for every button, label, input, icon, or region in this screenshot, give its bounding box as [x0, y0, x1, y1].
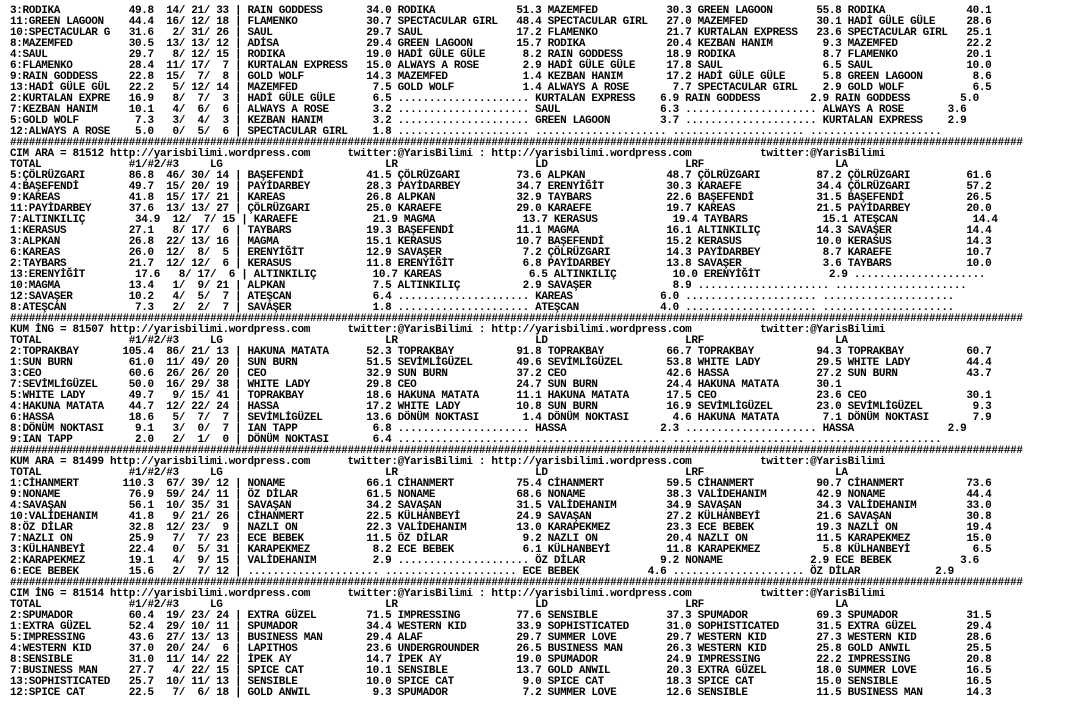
data-row: 5:WHITE LADY 49.7 9/ 15/ 41 | TOPRAKBAY 18.6 HAKUNA MATATA 11.1 HAKUNA MATATA 17.5 CEO 23.6 CEO 30.1: [10, 390, 992, 402]
data-row: 9:NONAME 76.9 59/ 24/ 11 | ÖZ DİLAR 61.5 NONAME 68.6 NONAME 38.3 VALİDEHANIM 42.9 NONAME 44.4: [10, 489, 992, 501]
section-separator: ##################################################################################################################################################################: [10, 445, 1023, 457]
data-row: 6:FLAMENKO 28.4 11/ 17/ 7 | KURTALAN EXPRESS 15.0 ALWAYS A ROSE 2.9 HADİ GÜLE GÜLE 17.8 SAUL 6.5 SAUL 10.0: [10, 60, 992, 72]
data-row: 9:IAN TAPP 2.0 2/ 1/ 0 | DÖNÜM NOKTASI 6.4 ..................... ..................... ..................... .....................: [10, 434, 942, 446]
data-row: 9:KAREAS 41.8 15/ 17/ 21 | KAREAS 26.8 ALPKAN 32.9 TAYBARS 22.6 BAŞEFENDİ 31.5 BAŞEFENDİ 26.5: [10, 192, 992, 204]
data-row: 10:VALİDEHANIM 41.8 9/ 21/ 26 | CİHANMERT 22.5 KÜLHANBEYİ 24.9 SAVAŞAN 27.2 KÜLHANBEYİ 21.6 SAVAŞAN 30.8: [10, 511, 992, 523]
data-row: 7:KEZBAN HANIM 10.1 4/ 6/ 6 | ALWAYS A ROSE 3.2 ..................... SAUL 6.3 ..................... ALWAYS A ROSE 3.6: [10, 104, 967, 116]
data-row: 5:ÇÖLRÜZGARI 86.8 46/ 30/ 14 | BAŞEFENDİ 41.5 ÇÖLRÜZGARI 73.6 ALPKAN 48.7 ÇÖLRÜZGARI 87.2 ÇÖLRÜZGARI 61.6: [10, 170, 992, 182]
data-row: 2:KARAPEKMEZ 19.1 4/ 9/ 15 | VALİDEHANIM 2.9 ..................... ÖZ DİLAR 9.2 NONAME 2.9 ECE BEBEK 3.6: [10, 555, 979, 567]
race-header: KUM ARA = 81499 http://yarisbilimi.wordpress.com twitter:@YarisBilimi : http://yarisbilimi.wordpress.com twitter:@YarisBilimi: [10, 456, 886, 468]
data-row: 3:RODIKA 49.8 14/ 21/ 33 | RAIN GODDESS 34.0 RODIKA 51.3 MAZEMFED 30.3 GREEN LAGOON 55.8 RODIKA 40.1: [10, 5, 992, 17]
data-row: 8:ÖZ DİLAR 32.8 12/ 23/ 9 | NAZLI ON 22.3 VALİDEHANIM 13.0 KARAPEKMEZ 23.3 ECE BEBEK 19.3 NAZLI ON 19.4: [10, 522, 992, 534]
column-header-row: TOTAL #1/#2/#3 LG LR LD LRF LA: [10, 159, 848, 171]
data-row: 1:EXTRA GÜZEL 52.4 29/ 10/ 11 | SPUMADOR 34.4 WESTERN KID 33.9 SOPHISTICATED 31.0 SOPHISTICATED 31.5 EXTRA GÜZEL 29.4: [10, 621, 992, 633]
data-row: 4:HAKUNA MATATA 44.7 12/ 22/ 24 | HASSA 17.2 WHITE LADY 10.8 SUN BURN 16.9 SEVİMLİGÜZEL 23.0 SEVİMLİGÜZEL 9.3: [10, 401, 992, 413]
data-row: 11:PAYİDARBEY 37.6 13/ 13/ 27 | ÇÖLRÜZGARI 25.0 KARAEFE 29.0 KARAEFE 19.7 KAREAS 21.5 PAYİDARBEY 20.0: [10, 203, 992, 215]
data-row: 13:ERENYİĞİT 17.6 8/ 17/ 6 | ALTINKILIÇ 10.7 KAREAS 6.5 ALTINKILIÇ 10.0 ERENYİĞİT 2.9 .....................: [10, 269, 986, 281]
data-row: 2:TOPRAKBAY 105.4 86/ 21/ 13 | HAKUNA MATATA 52.3 TOPRAKBAY 91.8 TOPRAKBAY 66.7 TOPRAKBAY 94.3 TOPRAKBAY 60.7: [10, 346, 992, 358]
data-row: 7:NAZLI ON 25.9 7/ 7/ 23 | ECE BEBEK 11.5 ÖZ DİLAR 9.2 NAZLI ON 20.4 NAZLI ON 11.5 KARAPEKMEZ 15.0: [10, 533, 992, 545]
data-row: 4:BAŞEFENDİ 49.7 15/ 20/ 19 | PAYİDARBEY 28.3 PAYİDARBEY 34.7 ERENYİĞİT 30.3 KARAEFE 34.4 ÇÖLRÜZGARI 57.2: [10, 181, 992, 193]
data-row: 8:DÖNÜM NOKTASI 9.1 3/ 0/ 7 | IAN TAPP 6.8 ..................... HASSA 2.3 ..................... HASSA 2.9: [10, 423, 967, 435]
data-row: 12:ALWAYS A ROSE 5.0 0/ 5/ 6 | SPECTACULAR GIRL 1.8 ..................... ..................... ..................... .....................: [10, 126, 942, 138]
data-row: 5:IMPRESSING 43.6 27/ 13/ 13 | BUSINESS MAN 29.4 ALAF 29.7 SUMMER LOVE 29.7 WESTERN KID 27.3 WESTERN KID 28.6: [10, 632, 992, 644]
data-row: 6:KAREAS 26.0 12/ 8/ 5 | ERENYİĞİT 12.9 SAVAŞER 7.2 ÇÖLRÜZGARI 14.3 PAYİDARBEY 8.7 KARAEFE 10.7: [10, 247, 992, 259]
data-row: 8:MAZEMFED 30.5 13/ 13/ 12 | ADİSA 29.4 GREEN LAGOON 15.7 RODIKA 20.4 KEZBAN HANIM 9.3 MAZEMFED 22.2: [10, 38, 992, 50]
data-row: 11:GREEN LAGOON 44.4 16/ 12/ 18 | FLAMENKO 30.7 SPECTACULAR GIRL 48.4 SPECTACULAR GIRL 27.0 MAZEMFED 30.1 HADİ GÜLE GÜLE 28.6: [10, 16, 992, 28]
section-separator: ##################################################################################################################################################################: [10, 577, 1023, 589]
race-header: CIM İNG = 81514 http://yarisbilimi.wordpress.com twitter:@YarisBilimi : http://yarisbilimi.wordpress.com twitter:@YarisBilimi: [10, 588, 886, 600]
data-row: 12:SAVAŞER 10.2 4/ 5/ 7 | ATEŞCAN 6.4 ..................... KAREAS 6.0 ..................... .....................: [10, 291, 954, 303]
data-row: 6:ECE BEBEK 15.6 2/ 7/ 12 | ..................... ..................... ECE BEBEK 4.6 ..................... ÖZ DİLAR 2.9: [10, 566, 954, 578]
data-row: 1:KERASUS 27.1 8/ 17/ 6 | TAYBARS 19.3 BAŞEFENDİ 11.1 MAGMA 16.1 ALTINKILIÇ 14.3 SAVAŞER 14.4: [10, 225, 992, 237]
data-row: 7:ALTINKILIÇ 34.9 12/ 7/ 15 | KARAEFE 21.9 MAGMA 13.7 KERASUS 19.4 TAYBARS 15.1 ATEŞCAN 14.4: [10, 214, 998, 226]
data-row: 8:ATEŞCAN 7.3 2/ 2/ 7 | SAVAŞER 1.8 ..................... ATEŞCAN 4.0 ..................... .....................: [10, 302, 954, 314]
data-row: 1:SUN BURN 61.0 11/ 49/ 20 | SUN BURN 51.5 SEVİMLİGÜZEL 49.6 SEVİMLİGÜZEL 53.8 WHITE LADY 29.5 WHITE LADY 44.4: [10, 357, 992, 369]
race-header: KUM İNG = 81507 http://yarisbilimi.wordpress.com twitter:@YarisBilimi : http://yarisbilimi.wordpress.com twitter:@YarisBilimi: [10, 324, 886, 336]
data-row: 9:RAIN GODDESS 22.8 15/ 7/ 8 | GOLD WOLF 14.3 MAZEMFED 1.4 KEZBAN HANIM 17.2 HADİ GÜLE GÜLE 5.8 GREEN LAGOON 8.6: [10, 71, 992, 83]
race-header: CIM ARA = 81512 http://yarisbilimi.wordpress.com twitter:@YarisBilimi : http://yarisbilimi.wordpress.com twitter:@YarisBilimi: [10, 148, 886, 160]
section-separator: ##################################################################################################################################################################: [10, 313, 1023, 325]
data-row: 3:ALPKAN 26.8 22/ 13/ 16 | MAGMA 15.1 KERASUS 10.7 BAŞEFENDİ 15.2 KERASUS 10.0 KERASUS 14.3: [10, 236, 992, 248]
data-row: 5:GOLD WOLF 7.3 3/ 4/ 3 | KEZBAN HANIM 3.2 ..................... GREEN LAGOON 3.7 ..................... KURTALAN EXPRESS 2.9: [10, 115, 967, 127]
column-header-row: TOTAL #1/#2/#3 LG LR LD LRF LA: [10, 599, 848, 611]
section-separator: ##################################################################################################################################################################: [10, 137, 1023, 149]
data-row: 13:SOPHISTICATED 25.7 10/ 11/ 13 | SENSIBLE 10.0 SPICE CAT 9.0 SPICE CAT 18.3 SPICE CAT 15.0 SENSIBLE 16.5: [10, 676, 992, 688]
data-row: 10:MAGMA 13.4 1/ 9/ 21 | ALPKAN 7.5 ALTINKILIÇ 2.9 SAVAŞER 8.9 ..................... .....................: [10, 280, 967, 292]
data-row: 2:KURTALAN EXPRE 16.9 8/ 7/ 3 | HADİ GÜLE GÜLE 6.5 ..................... KURTALAN EXPRESS 6.9 RAIN GODDESS 2.9 RAIN GODDESS 5.0: [10, 93, 979, 105]
data-row: 2:TAYBARS 21.7 12/ 12/ 6 | KERASUS 11.8 ERENYİĞİT 6.8 PAYİDARBEY 13.8 SAVAŞER 3.6 TAYBARS 10.0: [10, 258, 992, 270]
data-row: 7:SEVİMLİGÜZEL 50.0 16/ 29/ 38 | WHITE LADY 29.8 CEO 24.7 SUN BURN 24.4 HAKUNA MATATA 30.1: [10, 379, 842, 391]
data-row: 4:SAUL 29.7 8/ 12/ 15 | RODIKA 19.0 HADİ GÜLE GÜLE 8.2 RAIN GODDESS 18.9 RODIKA 8.7 FLAMENKO 20.1: [10, 49, 992, 61]
data-row: 13:HADİ GÜLE GÜL 22.2 5/ 12/ 14 | MAZEMFED 7.5 GOLD WOLF 1.4 ALWAYS A ROSE 7.7 SPECTACULAR GIRL 2.9 GOLD WOLF 6.5: [10, 82, 992, 94]
data-row: 3:KÜLHANBEYİ 22.4 0/ 5/ 31 | KARAPEKMEZ 8.2 ECE BEBEK 6.1 KÜLHANBEYİ 11.8 KARAPEKMEZ 5.8 KÜLHANBEYİ 6.5: [10, 544, 992, 556]
data-row: 1:CİHANMERT 110.3 67/ 39/ 12 | NONAME 66.1 CİHANMERT 75.4 CİHANMERT 59.5 CİHANMERT 90.7 CİHANMERT 73.6: [10, 478, 992, 490]
data-row: 6:HASSA 18.6 5/ 7/ 7 | SEVİMLİGÜZEL 13.6 DÖNÜM NOKTASI 1.4 DÖNÜM NOKTASI 4.6 HAKUNA MATATA 7.1 DÖNÜM NOKTASI 7.9: [10, 412, 992, 424]
data-row: 2:SPUMADOR 60.4 19/ 23/ 24 | EXTRA GÜZEL 71.5 IMPRESSING 77.6 SENSIBLE 37.3 SPUMADOR 69.3 SPUMADOR 31.5: [10, 610, 992, 622]
data-row: 8:SENSIBLE 31.0 11/ 14/ 22 | İPEK AY 14.7 İPEK AY 19.0 SPUMADOR 24.9 IMPRESSING 22.2 IMPRESSING 20.8: [10, 654, 992, 666]
data-row: 4:WESTERN KID 37.0 20/ 24/ 6 | LAPITHOS 23.6 UNDERGROUNDER 26.5 BUSINESS MAN 26.3 WESTERN KID 25.8 GOLD ANWIL 25.5: [10, 643, 992, 655]
column-header-row: TOTAL #1/#2/#3 LG LR LD LRF LA: [10, 335, 848, 347]
data-row: 3:CEO 60.6 26/ 26/ 20 | CEO 32.9 SUN BURN 37.2 CEO 42.6 HASSA 27.2 SUN BURN 43.7: [10, 368, 992, 380]
data-row: 12:SPICE CAT 22.5 7/ 6/ 18 | GOLD ANWIL 9.3 SPUMADOR 7.2 SUMMER LOVE 12.6 SENSIBLE 11.5 BUSINESS MAN 14.3: [10, 687, 992, 699]
data-row: 7:BUSINESS MAN 27.7 4/ 22/ 15 | SPICE CAT 10.1 SENSIBLE 13.7 GOLD ANWIL 20.3 EXTRA GÜZEL 18.0 SUMMER LOVE 16.5: [10, 665, 992, 677]
data-row: 10:SPECTACULAR G 31.6 2/ 31/ 26 | SAUL 29.7 SAUL 17.2 FLAMENKO 21.7 KURTALAN EXPRESS 23.6 SPECTACULAR GIRL 25.1: [10, 27, 992, 39]
data-row: 4:SAVAŞAN 56.1 10/ 35/ 31 | SAVAŞAN 34.2 SAVAŞAN 31.5 VALİDEHANIM 34.9 SAVAŞAN 34.3 VALİDEHANIM 33.0: [10, 500, 992, 512]
column-header-row: TOTAL #1/#2/#3 LG LR LD LRF LA: [10, 467, 848, 479]
